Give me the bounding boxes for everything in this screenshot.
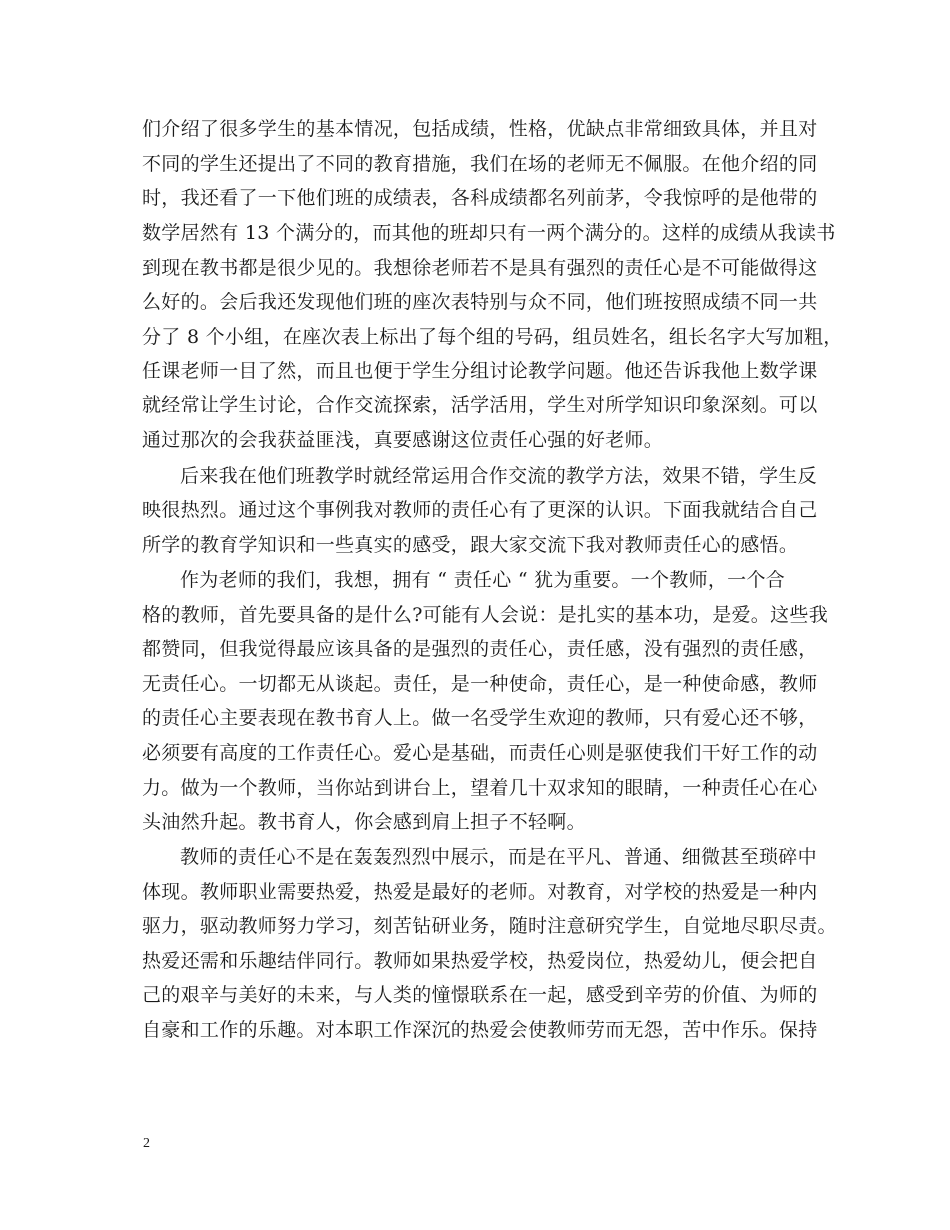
text-line: 分了 8 个小组，在座次表上标出了每个组的号码，组员姓名，组长名字大写加粗， <box>142 326 843 348</box>
text-line: 数学居然有 13 个满分的，而其他的班却只有一两个满分的。这样的成绩从我读书 <box>142 222 836 244</box>
text-line: 映很热烈。通过这个事例我对教师的责任心有了更深的认识。下面我就结合自己 <box>142 499 818 521</box>
paragraph-first-line: 后来我在他们班教学时就经常运用合作交流的教学方法，效果不错，学生反 <box>180 465 817 487</box>
text-line: 时，我还看了一下他们班的成绩表，各科成绩都名列前茅，令我惊呼的是他带的 <box>142 187 818 209</box>
text-line: 无责任心。一切都无从谈起。责任，是一种使命，责任心，是一种使命感，教师 <box>142 673 818 695</box>
text-line: 必须要有高度的工作责任心。爱心是基础，而责任心则是驱使我们干好工作的动 <box>142 742 818 764</box>
text-line: 的责任心主要表现在教书育人上。做一名受学生欢迎的教师，只有爱心还不够， <box>142 707 818 729</box>
paragraph-first-line: 教师的责任心不是在轰轰烈烈中展示，而是在平凡、普通、细微甚至琐碎中 <box>180 846 817 868</box>
text-line: 们介绍了很多学生的基本情况，包括成绩，性格，优缺点非常细致具体，并且对 <box>142 118 818 140</box>
text-line: 头油然升起。教书育人，你会感到肩上担子不轻啊。 <box>142 811 586 833</box>
text-line: 格的教师，首先要具备的是什么?可能有人会说：是扎实的基本功，是爱。这些我 <box>142 604 828 626</box>
paragraph-first-line: 作为老师的我们，我想，拥有 “ 责任心 “ 犹为重要。一个教师，一个合 <box>180 569 786 591</box>
text-line: 都赞同，但我觉得最应该具备的是强烈的责任心，责任感，没有强烈的责任感， <box>142 638 818 660</box>
page-number: 2 <box>143 1136 150 1151</box>
text-line: 自豪和工作的乐趣。对本职工作深沉的热爱会使教师劳而无怨，苦中作乐。保持 <box>142 1019 818 1041</box>
text-line: 己的艰辛与美好的未来，与人类的憧憬联系在一起，感受到辛劳的价值、为师的 <box>142 984 818 1006</box>
text-line: 任课老师一目了然，而且也便于学生分组讨论教学问题。他还告诉我他上数学课 <box>142 360 818 382</box>
text-line: 所学的教育学知识和一些真实的感受，跟大家交流下我对教师责任心的感悟。 <box>142 534 799 556</box>
text-line: 不同的学生还提出了不同的教育措施，我们在场的老师无不佩服。在他介绍的同 <box>142 153 818 175</box>
text-line: 热爱还需和乐趣结伴同行。教师如果热爱学校，热爱岗位，热爱幼儿，便会把自 <box>142 950 818 972</box>
text-line: 体现。教师职业需要热爱，热爱是最好的老师。对教育，对学校的热爱是一种内 <box>142 881 818 903</box>
text-line: 力。做为一个教师，当你站到讲台上，望着几十双求知的眼睛，一种责任心在心 <box>142 777 818 799</box>
text-line: 通过那次的会我获益匪浅，真要感谢这位责任心强的好老师。 <box>142 429 664 451</box>
text-line: 到现在教书都是很少见的。我想徐老师若不是具有强烈的责任心是不可能做得这 <box>142 257 818 279</box>
text-line: 驱力，驱动教师努力学习，刻苦钻研业务，随时注意研究学生，自觉地尽职尽责。 <box>142 915 837 937</box>
text-line: 就经常让学生讨论，合作交流探索，活学活用，学生对所学知识印象深刻。可以 <box>142 394 818 416</box>
text-line: 么好的。会后我还发现他们班的座次表特别与众不同，他们班按照成绩不同一共 <box>142 291 818 313</box>
